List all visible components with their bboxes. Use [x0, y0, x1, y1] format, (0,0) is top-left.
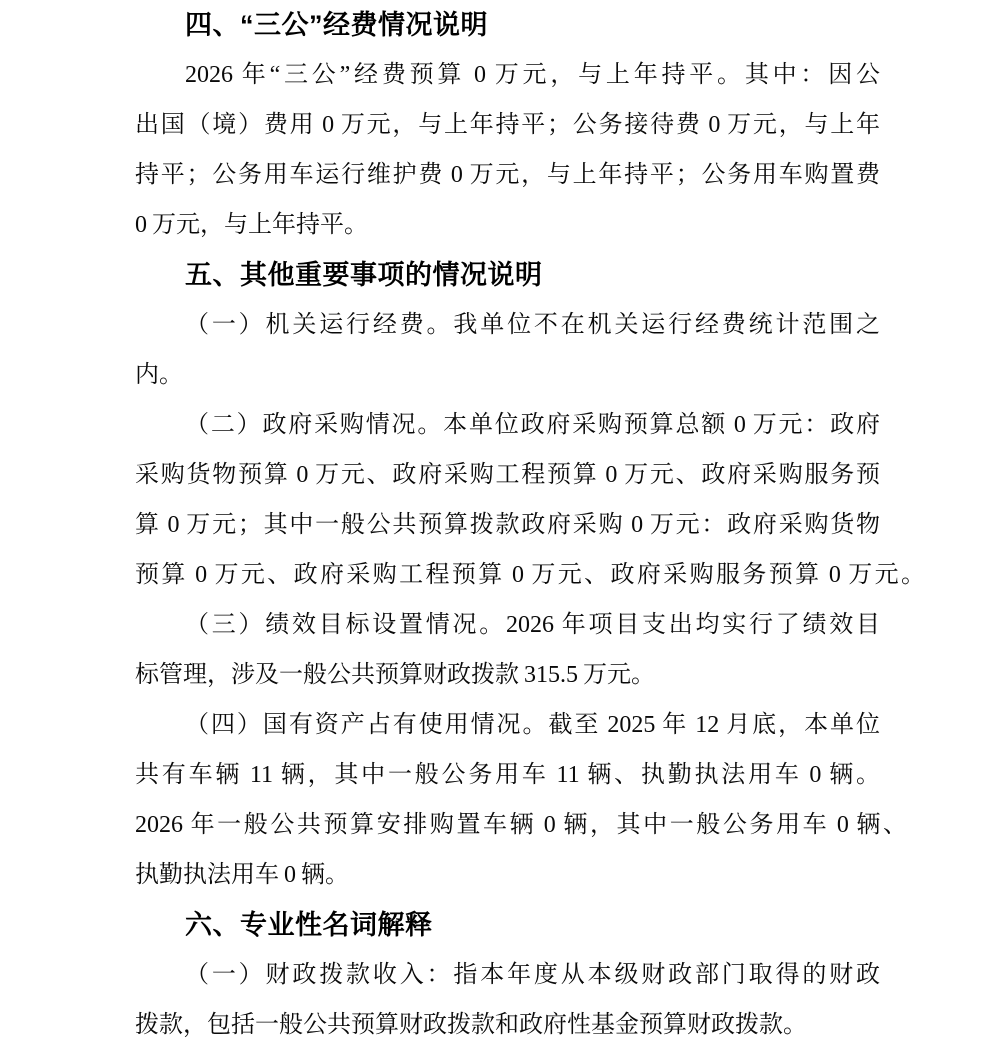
paragraph-line: （一）财政拨款收入：指本年度从本级财政部门取得的财政 [185, 962, 880, 988]
paragraph-line: 预算 0 万元、政府采购工程预算 0 万元、政府采购服务预算 0 万元。 [135, 562, 925, 588]
paragraph-line: （四）国有资产占有使用情况。截至 2025 年 12 月底，本单位 [185, 712, 880, 738]
paragraph-line: 执勤执法用车 0 辆。 [135, 862, 349, 888]
paragraph-line: （二）政府采购情况。本单位政府采购预算总额 0 万元：政府 [185, 412, 880, 438]
paragraph-line: （三）绩效目标设置情况。2026 年项目支出均实行了绩效目 [185, 612, 880, 638]
paragraph-line: 0 万元，与上年持平。 [135, 212, 368, 238]
paragraph-line: 2026 年“三公”经费预算 0 万元，与上年持平。其中：因公 [185, 62, 880, 88]
paragraph-line: 持平；公务用车运行维护费 0 万元，与上年持平；公务用车购置费 [135, 162, 880, 188]
section-heading-6: 六、专业性名词解释 [185, 910, 433, 940]
paragraph-line: 2026 年一般公共预算安排购置车辆 0 辆，其中一般公务用车 0 辆、 [135, 812, 907, 838]
paragraph-line: 拨款，包括一般公共预算财政拨款和政府性基金预算财政拨款。 [135, 1012, 807, 1038]
paragraph-line: 内。 [135, 362, 183, 388]
paragraph-line: 共有车辆 11 辆，其中一般公务用车 11 辆、执勤执法用车 0 辆。 [135, 762, 880, 788]
paragraph-line: （一）机关运行经费。我单位不在机关运行经费统计范围之 [185, 312, 880, 338]
paragraph-line: 标管理，涉及一般公共预算财政拨款 315.5 万元。 [135, 662, 655, 688]
section-heading-4: 四、“三公”经费情况说明 [185, 10, 488, 40]
paragraph-line: 采购货物预算 0 万元、政府采购工程预算 0 万元、政府采购服务预 [135, 462, 880, 488]
paragraph-line: 算 0 万元；其中一般公共预算拨款政府采购 0 万元：政府采购货物 [135, 512, 880, 538]
document-text-column [135, 0, 1000, 1043]
paragraph-line: 出国（境）费用 0 万元，与上年持平；公务接待费 0 万元，与上年 [135, 112, 880, 138]
section-heading-5: 五、其他重要事项的情况说明 [185, 260, 543, 290]
